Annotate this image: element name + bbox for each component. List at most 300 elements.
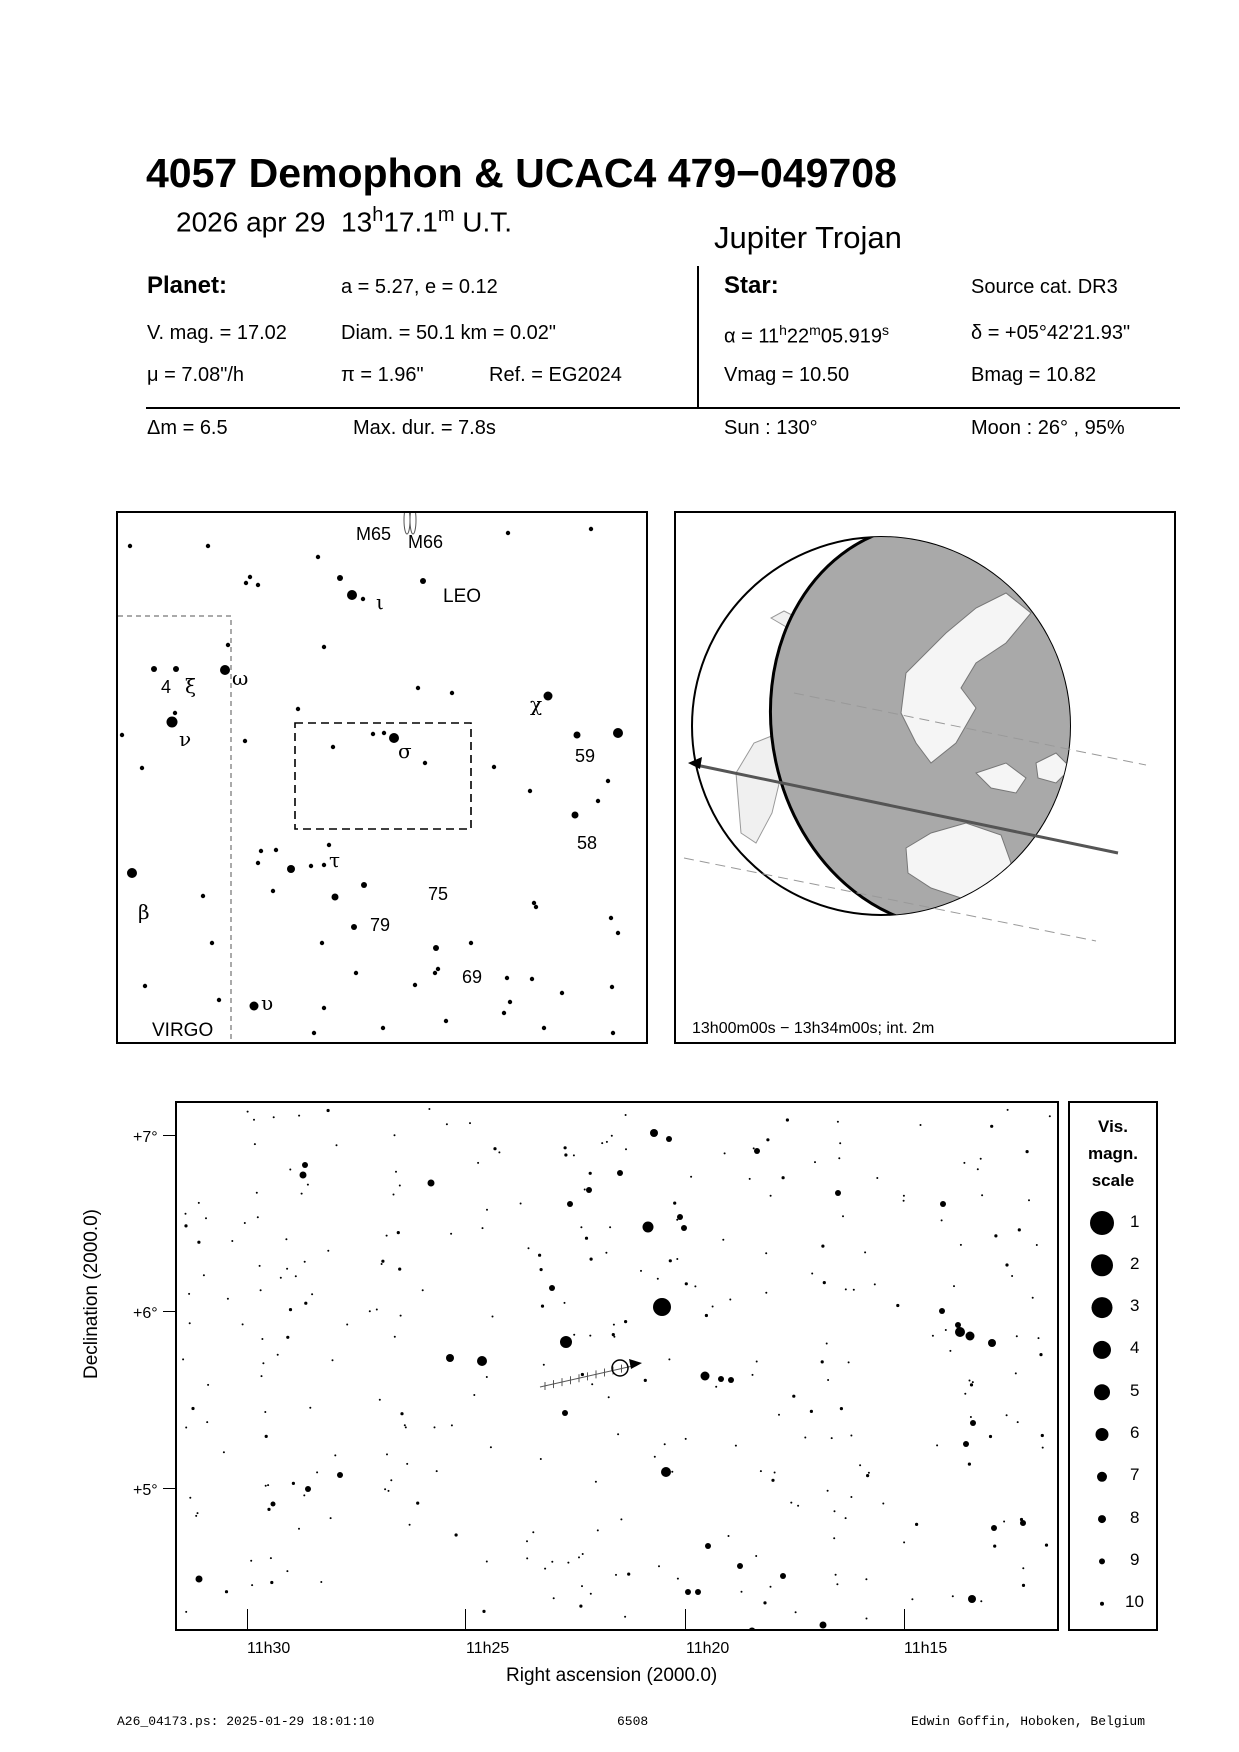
faint-star	[189, 1322, 191, 1324]
faint-star	[826, 1343, 828, 1345]
detail-star	[820, 1622, 827, 1629]
faint-star	[625, 1114, 627, 1116]
faint-star	[259, 1265, 261, 1267]
scale-dot	[1100, 1602, 1104, 1606]
faint-star	[451, 1424, 453, 1426]
faint-star	[771, 1479, 774, 1482]
finder-star	[287, 865, 295, 873]
planet-orbit: a = 5.27, e = 0.12	[341, 276, 498, 298]
finder-star	[433, 971, 437, 975]
faint-star	[273, 1116, 275, 1118]
faint-star	[839, 1142, 841, 1144]
faint-star	[428, 1108, 430, 1110]
scale-title-line: Vis.	[1098, 1117, 1128, 1136]
faint-star	[941, 1219, 943, 1221]
faint-star	[1011, 1275, 1013, 1277]
faint-star	[185, 1611, 187, 1613]
footer-author: Edwin Goffin, Hoboken, Belgium	[911, 1714, 1146, 1729]
faint-star	[712, 1306, 714, 1308]
faint-star	[247, 1111, 249, 1113]
detail-star	[549, 1285, 555, 1291]
hour-unit: h	[372, 204, 384, 226]
faint-star	[786, 1118, 789, 1121]
finder-star	[528, 789, 532, 793]
faint-star	[482, 1610, 485, 1613]
scale-label: 3	[1130, 1296, 1140, 1315]
finder-star	[450, 691, 454, 695]
faint-star	[831, 1437, 833, 1439]
faint-star	[197, 1512, 199, 1514]
faint-star	[473, 1394, 475, 1396]
finder-chart	[116, 511, 648, 1044]
faint-star	[227, 1298, 229, 1300]
finder-star	[243, 739, 247, 743]
faint-star	[261, 1338, 263, 1340]
faint-star	[289, 1169, 291, 1171]
label-59: 59	[575, 746, 596, 766]
planet-motion: μ = 7.08"/h	[147, 364, 245, 386]
finder-star	[167, 717, 178, 728]
faint-star	[729, 1299, 731, 1301]
finder-star	[508, 1000, 512, 1004]
faint-star	[381, 1263, 383, 1265]
faint-star	[896, 1304, 899, 1307]
faint-star	[821, 1360, 824, 1363]
label-m65: M65	[356, 524, 392, 544]
faint-star	[763, 1601, 766, 1604]
detail-star	[728, 1377, 734, 1383]
faint-star	[304, 1302, 307, 1305]
finder-star	[226, 643, 230, 647]
faint-star	[936, 1444, 938, 1446]
finder-star	[322, 645, 326, 649]
faint-star	[866, 1474, 869, 1477]
faint-star	[580, 1226, 582, 1228]
faint-star	[486, 1209, 488, 1211]
faint-star	[260, 1289, 262, 1291]
faint-star	[911, 1598, 913, 1600]
detail-star	[337, 1472, 343, 1478]
faint-star	[573, 1334, 575, 1336]
faint-star	[303, 1494, 305, 1496]
faint-star	[990, 1125, 993, 1128]
faint-star	[564, 1153, 567, 1156]
scale-dot	[1097, 1472, 1107, 1482]
finder-star	[609, 916, 613, 920]
planet-ref: Ref. = EG2024	[489, 364, 622, 386]
faint-star	[850, 1496, 852, 1498]
finder-star	[210, 941, 214, 945]
finder-chart-svg	[118, 513, 646, 1042]
faint-star	[834, 1510, 836, 1512]
finder-star	[420, 578, 426, 584]
label-75: 75	[428, 884, 449, 904]
faint-star	[838, 1157, 840, 1159]
faint-star	[330, 1517, 332, 1519]
faint-star	[685, 1282, 688, 1285]
faint-star	[677, 1578, 679, 1580]
finder-star	[128, 544, 132, 548]
faint-star	[257, 1216, 259, 1218]
faint-star	[876, 1177, 878, 1179]
finder-star	[320, 941, 324, 945]
faint-star	[770, 1195, 772, 1197]
finder-star	[248, 575, 252, 579]
faint-star	[977, 1168, 979, 1170]
faint-star	[434, 1426, 436, 1428]
finder-star	[120, 733, 124, 737]
detail-star	[718, 1376, 724, 1382]
detail-star	[196, 1576, 203, 1583]
finder-star	[532, 901, 536, 905]
ra-hours: α = 11	[724, 325, 780, 348]
faint-star	[223, 1451, 225, 1453]
faint-star	[301, 1193, 303, 1195]
faint-star	[1006, 1414, 1008, 1416]
faint-star	[589, 1335, 591, 1337]
y-axis-label: Declination (2000.0)	[81, 1208, 102, 1380]
detail-star	[955, 1327, 965, 1337]
faint-star	[853, 1289, 855, 1291]
scale-dot	[1098, 1515, 1106, 1523]
faint-star	[848, 1361, 850, 1363]
finder-star	[337, 575, 343, 581]
finder-star	[492, 765, 496, 769]
detail-star	[968, 1595, 976, 1603]
finder-star	[351, 924, 357, 930]
faint-star	[298, 1528, 300, 1530]
label-58: 58	[577, 833, 598, 853]
faint-star	[405, 1426, 407, 1428]
x-tick-mark	[247, 1609, 248, 1631]
scale-label: 9	[1130, 1550, 1140, 1569]
faint-star	[450, 1233, 452, 1235]
detail-star	[617, 1170, 623, 1176]
faint-star	[835, 1574, 837, 1576]
faint-star	[395, 1171, 397, 1173]
finder-star	[201, 894, 205, 898]
faint-star	[486, 1376, 488, 1378]
finder-star	[542, 1026, 546, 1030]
faint-star	[184, 1224, 187, 1227]
faint-star	[334, 1454, 336, 1456]
faint-star	[1015, 1372, 1017, 1374]
faint-star	[874, 1283, 876, 1285]
finder-star	[505, 976, 509, 980]
faint-star	[601, 1142, 603, 1144]
x-tick-mark	[904, 1609, 905, 1631]
star-source-catalog: Source cat. DR3	[971, 276, 1118, 298]
finder-star	[206, 544, 210, 548]
faint-star	[307, 1184, 309, 1186]
faint-star	[207, 1384, 209, 1386]
finder-star	[610, 985, 614, 989]
planet-heading: Planet:	[147, 272, 228, 299]
faint-star	[379, 1399, 381, 1401]
label-nu: ν	[179, 727, 192, 751]
faint-star	[669, 1259, 672, 1262]
finder-star	[217, 998, 221, 1002]
faint-star	[538, 1254, 541, 1257]
planet-parallax: π = 1.96"	[341, 364, 424, 386]
label-4: 4	[161, 677, 172, 697]
detail-star	[428, 1180, 435, 1187]
scale-label: 2	[1130, 1254, 1140, 1273]
faint-star	[741, 1591, 743, 1593]
scale-dot	[1091, 1254, 1113, 1276]
faint-star	[595, 1481, 597, 1483]
faint-star	[609, 1226, 611, 1228]
faint-star	[264, 1411, 266, 1413]
finder-star	[256, 583, 260, 587]
faint-star	[969, 1380, 971, 1382]
faint-star	[981, 1194, 983, 1196]
y-tick-mark	[163, 1135, 175, 1136]
faint-star	[842, 1215, 844, 1217]
faint-star	[903, 1541, 905, 1543]
faint-star	[332, 1359, 334, 1361]
constellation-boundary	[118, 616, 231, 1042]
faint-star	[327, 1250, 329, 1252]
faint-star	[251, 1584, 253, 1586]
detail-star	[705, 1543, 711, 1549]
finder-star	[611, 1031, 615, 1035]
faint-star	[205, 1217, 207, 1219]
detail-star	[966, 1332, 975, 1341]
detail-star	[586, 1187, 592, 1193]
detail-star	[963, 1441, 969, 1447]
faint-star	[866, 1618, 868, 1620]
finder-star	[151, 666, 157, 672]
faint-star	[821, 1245, 824, 1248]
detail-star	[955, 1322, 961, 1328]
label-beta: β	[138, 900, 150, 924]
label-iota: ι	[376, 590, 384, 614]
faint-star	[1041, 1434, 1044, 1437]
faint-star	[581, 1585, 583, 1587]
finder-star	[530, 977, 534, 981]
page-title: 4057 Demophon & UCAC4 479−049708	[146, 150, 897, 196]
footer-file-info: A26_04173.ps: 2025-01-29 18:01:10	[117, 1714, 375, 1729]
faint-star	[790, 1502, 792, 1504]
faint-star	[544, 1568, 546, 1570]
faint-star	[989, 1435, 992, 1438]
faint-star	[749, 1178, 751, 1180]
faint-star	[422, 1289, 424, 1291]
faint-star	[952, 1595, 954, 1597]
faint-star	[778, 1414, 780, 1416]
finder-star	[433, 945, 439, 951]
faint-star	[551, 1561, 553, 1563]
finder-star	[331, 745, 335, 749]
finder-star	[244, 581, 248, 585]
scale-dot	[1099, 1558, 1105, 1564]
magnitude-scale-dots	[1070, 1103, 1156, 1629]
faint-star	[823, 1281, 826, 1284]
faint-star	[755, 1555, 757, 1557]
faint-star	[267, 1508, 270, 1511]
label-m66: M66	[408, 532, 444, 552]
faint-star	[446, 1123, 448, 1125]
finder-star	[361, 597, 365, 601]
faint-star	[774, 1472, 776, 1474]
faint-star	[624, 1320, 627, 1323]
faint-star	[654, 1456, 656, 1458]
scale-label: 7	[1130, 1465, 1140, 1484]
faint-star	[1017, 1421, 1019, 1423]
planet-vmag: V. mag. = 17.02	[147, 322, 287, 344]
faint-star	[811, 1273, 813, 1275]
faint-star	[270, 1581, 273, 1584]
scale-dots	[1090, 1211, 1114, 1606]
faint-star	[827, 1490, 829, 1492]
finder-star	[596, 799, 600, 803]
faint-star	[336, 1144, 338, 1146]
finder-star	[271, 889, 275, 893]
faint-star	[567, 1562, 569, 1564]
detail-star	[780, 1573, 786, 1579]
detail-star	[681, 1225, 687, 1231]
faint-star	[882, 1503, 884, 1505]
faint-star	[327, 1109, 330, 1112]
faint-star	[270, 1557, 272, 1559]
faint-star	[262, 1362, 264, 1364]
faint-star	[836, 1583, 838, 1585]
faint-star	[1038, 1337, 1040, 1339]
faint-star	[394, 1336, 396, 1338]
faint-star	[850, 1435, 852, 1437]
faint-star	[804, 1437, 806, 1439]
label-xi: ξ	[185, 674, 197, 698]
faint-star	[963, 1162, 965, 1164]
faint-star	[728, 1535, 730, 1537]
finder-star	[250, 1002, 259, 1011]
faint-star	[837, 1121, 839, 1123]
scale-label: 8	[1130, 1508, 1140, 1527]
detail-star	[695, 1589, 701, 1595]
faint-star	[267, 1484, 269, 1486]
finder-star	[589, 527, 593, 531]
detail-star	[754, 1148, 760, 1154]
faint-star	[578, 1556, 580, 1558]
faint-star	[286, 1570, 288, 1572]
faint-star	[1028, 1199, 1030, 1201]
finder-star	[140, 766, 144, 770]
finder-star	[316, 555, 320, 559]
detail-star	[991, 1525, 997, 1531]
finder-star	[560, 991, 564, 995]
faint-star	[760, 1470, 762, 1472]
faint-star	[400, 1315, 402, 1317]
faint-star	[436, 1470, 438, 1472]
faint-star	[564, 1146, 567, 1149]
label-79: 79	[370, 915, 391, 935]
faint-star	[582, 1553, 584, 1555]
earth-globe-svg	[676, 513, 1174, 1042]
faint-star	[865, 1578, 867, 1580]
finder-star	[173, 711, 177, 715]
faint-star	[254, 1143, 256, 1145]
minute-unit: m	[437, 204, 455, 226]
faint-star	[685, 1438, 687, 1440]
faint-star	[265, 1485, 267, 1487]
faint-star	[606, 1141, 608, 1143]
faint-star	[722, 1239, 724, 1241]
finder-star	[416, 686, 420, 690]
finder-star	[413, 983, 417, 987]
faint-star	[394, 1134, 396, 1136]
faint-star	[657, 1278, 659, 1280]
delta-mag: Δm = 6.5	[147, 417, 228, 439]
faint-star	[1020, 1518, 1023, 1521]
faint-star	[261, 1375, 263, 1377]
faint-star	[277, 1354, 279, 1356]
faint-star	[369, 1310, 371, 1312]
faint-star	[286, 1336, 289, 1339]
faint-star	[320, 1581, 322, 1583]
finder-star	[436, 967, 440, 971]
faint-star	[289, 1308, 292, 1311]
y-tick-mark	[163, 1311, 175, 1312]
finder-star	[332, 894, 339, 901]
event-date: 2026 apr 29	[176, 206, 326, 238]
detail-star	[970, 1420, 976, 1426]
label-leo: LEO	[443, 586, 482, 607]
faint-star	[388, 1490, 390, 1492]
label-upsilon: υ	[261, 991, 274, 1015]
faint-star	[972, 1381, 974, 1383]
faint-star	[676, 1219, 678, 1221]
faint-star	[286, 1268, 288, 1270]
faint-star	[617, 1433, 619, 1435]
detail-star	[562, 1410, 568, 1416]
faint-star	[564, 1302, 566, 1304]
finder-star	[469, 941, 473, 945]
finder-star	[274, 848, 278, 852]
finder-star	[534, 905, 538, 909]
faint-star	[404, 1424, 406, 1426]
finder-star	[322, 863, 326, 867]
detail-star	[835, 1190, 841, 1196]
detail-star	[666, 1136, 672, 1142]
sun-elongation: Sun : 130°	[724, 417, 818, 439]
faint-star	[311, 1293, 313, 1295]
faint-star	[640, 1270, 642, 1272]
faint-star	[197, 1241, 200, 1244]
detail-star	[988, 1339, 996, 1347]
faint-star	[980, 1600, 982, 1602]
detail-star	[302, 1162, 308, 1168]
faint-star	[814, 1161, 816, 1163]
faint-star	[185, 1427, 187, 1429]
detail-star	[940, 1201, 946, 1207]
faint-star	[553, 1597, 555, 1599]
faint-star	[970, 1383, 973, 1386]
detail-star	[567, 1201, 573, 1207]
faint-star	[265, 1435, 268, 1438]
planet-diameter: Diam. = 50.1 km = 0.02"	[341, 322, 556, 344]
faint-star	[827, 1379, 829, 1381]
faint-star	[868, 1472, 870, 1474]
faint-star	[932, 1335, 934, 1337]
faint-star	[915, 1523, 918, 1526]
faint-star	[945, 1329, 947, 1331]
faint-star	[770, 1586, 772, 1588]
faint-star	[671, 1471, 673, 1473]
faint-star	[605, 1252, 607, 1254]
scale-label: 4	[1130, 1338, 1140, 1357]
faint-star	[627, 1573, 630, 1576]
